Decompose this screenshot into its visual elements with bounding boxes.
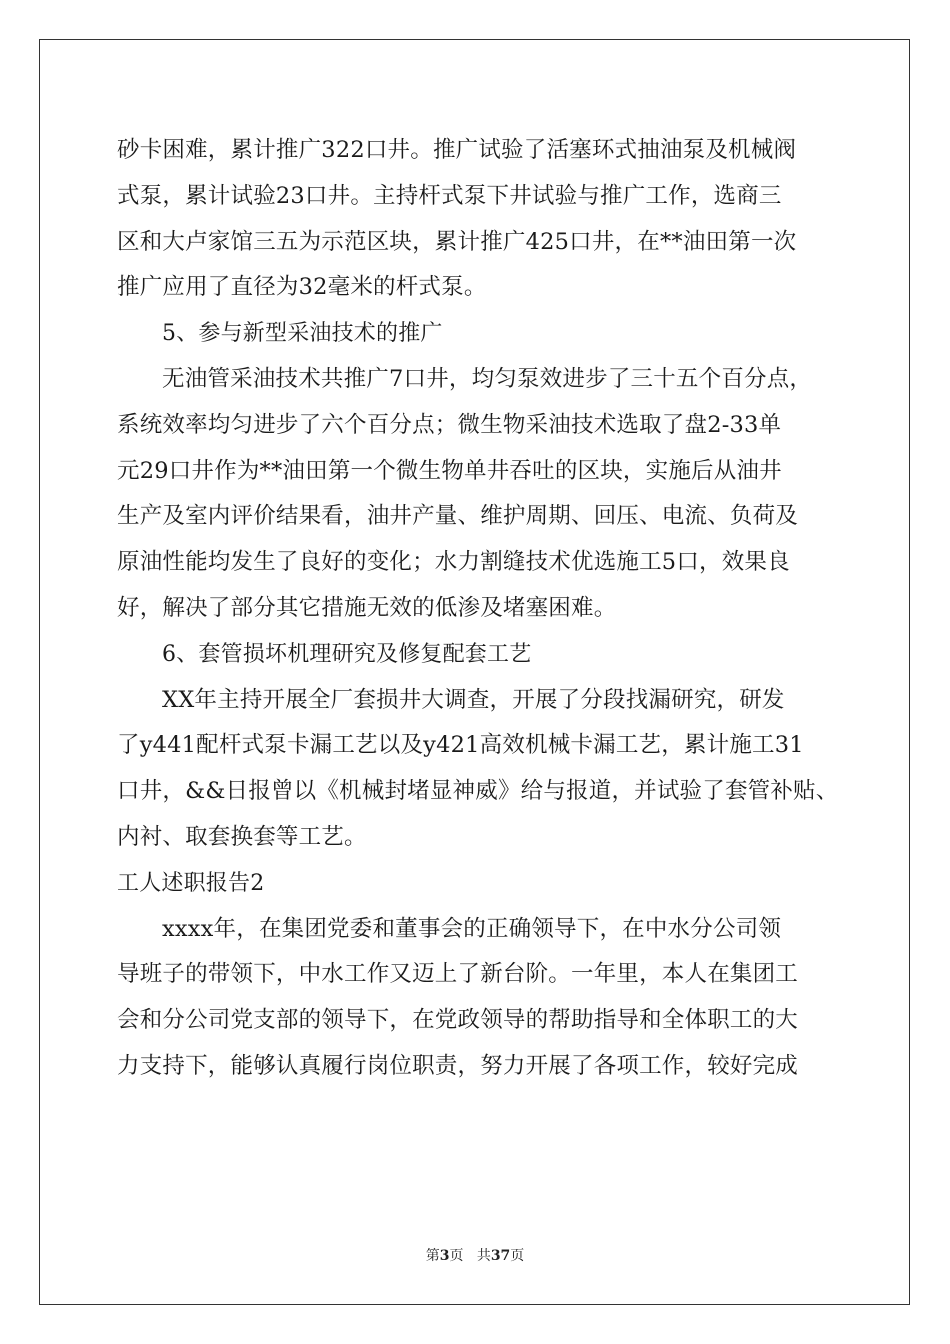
text-line-19: 导班子的带领下，中水工作又迈上了新台阶。一年里，本人在集团工 bbox=[117, 961, 799, 988]
section-heading-5: 5、参与新型采油技术的推广 bbox=[162, 321, 443, 347]
text-line-11: 好，解决了部分其它措施无效的低渗及堵塞困难。 bbox=[117, 594, 617, 621]
text-line-14: 了y441配杆式泵卡漏工艺以及y421高效机械卡漏工艺，累计施工31 bbox=[117, 732, 804, 759]
total-page-count: 37 bbox=[490, 1248, 511, 1264]
text-line-13: XX年主持开展全厂套损井大调查，开展了分段找漏研究，研发 bbox=[162, 686, 785, 713]
text-line-21: 力支持下，能够认真履行岗位职责，努力开展了各项工作，较好完成 bbox=[117, 1052, 799, 1079]
section-heading-6: 6、套管损坏机理研究及修复配套工艺 bbox=[162, 641, 532, 667]
text-line-18: xxxx年，在集团党委和董事会的正确领导下，在中水分公司领 bbox=[162, 915, 782, 942]
text-line-1: 砂卡困难，累计推广322口井。推广试验了活塞环式抽油泵及机械阀 bbox=[117, 137, 797, 163]
text-line-8: 元29口井作为**油田第一个微生物单井吞吐的区块，实施后从油井 bbox=[117, 457, 782, 484]
footer-total-suffix: 页 bbox=[510, 1248, 525, 1264]
text-line-9: 生产及室内评价结果看，油井产量、维护周期、回压、电流、负荷及 bbox=[117, 503, 799, 530]
report-title: 工人述职报告2 bbox=[117, 870, 265, 896]
footer-prefix: 第 bbox=[425, 1248, 440, 1264]
text-line-3: 区和大卢家馆三五为示范区块，累计推广425口井，在**油田第一次 bbox=[117, 228, 797, 255]
text-line-4: 推广应用了直径为32毫米的杆式泵。 bbox=[117, 274, 487, 301]
document-body bbox=[117, 128, 837, 1090]
page-footer bbox=[0, 1245, 950, 1265]
text-line-20: 会和分公司党支部的领导下，在党政领导的帮助指导和全体职工的大 bbox=[117, 1007, 799, 1034]
footer-total-prefix: 共 bbox=[476, 1248, 491, 1264]
text-line-6: 无油管采油技术共推广7口井，均匀泵效进步了三十五个百分点， bbox=[162, 365, 813, 392]
footer-page-suffix: 页 bbox=[449, 1248, 464, 1264]
text-line-2: 式泵，累计试验23口井。主持杆式泵下井试验与推广工作，选商三 bbox=[117, 182, 782, 209]
text-line-15: 口井，&&日报曾以《机械封堵显神威》给与报道，并试验了套管补贴、 bbox=[117, 778, 839, 805]
text-line-7: 系统效率均匀进步了六个百分点；微生物采油技术选取了盘2-33单 bbox=[117, 411, 782, 438]
text-line-16: 内衬、取套换套等工艺。 bbox=[117, 823, 367, 850]
current-page-number: 3 bbox=[439, 1248, 450, 1264]
text-line-10: 原油性能均发生了良好的变化；水力割缝技术优选施工5口，效果良 bbox=[117, 549, 790, 576]
